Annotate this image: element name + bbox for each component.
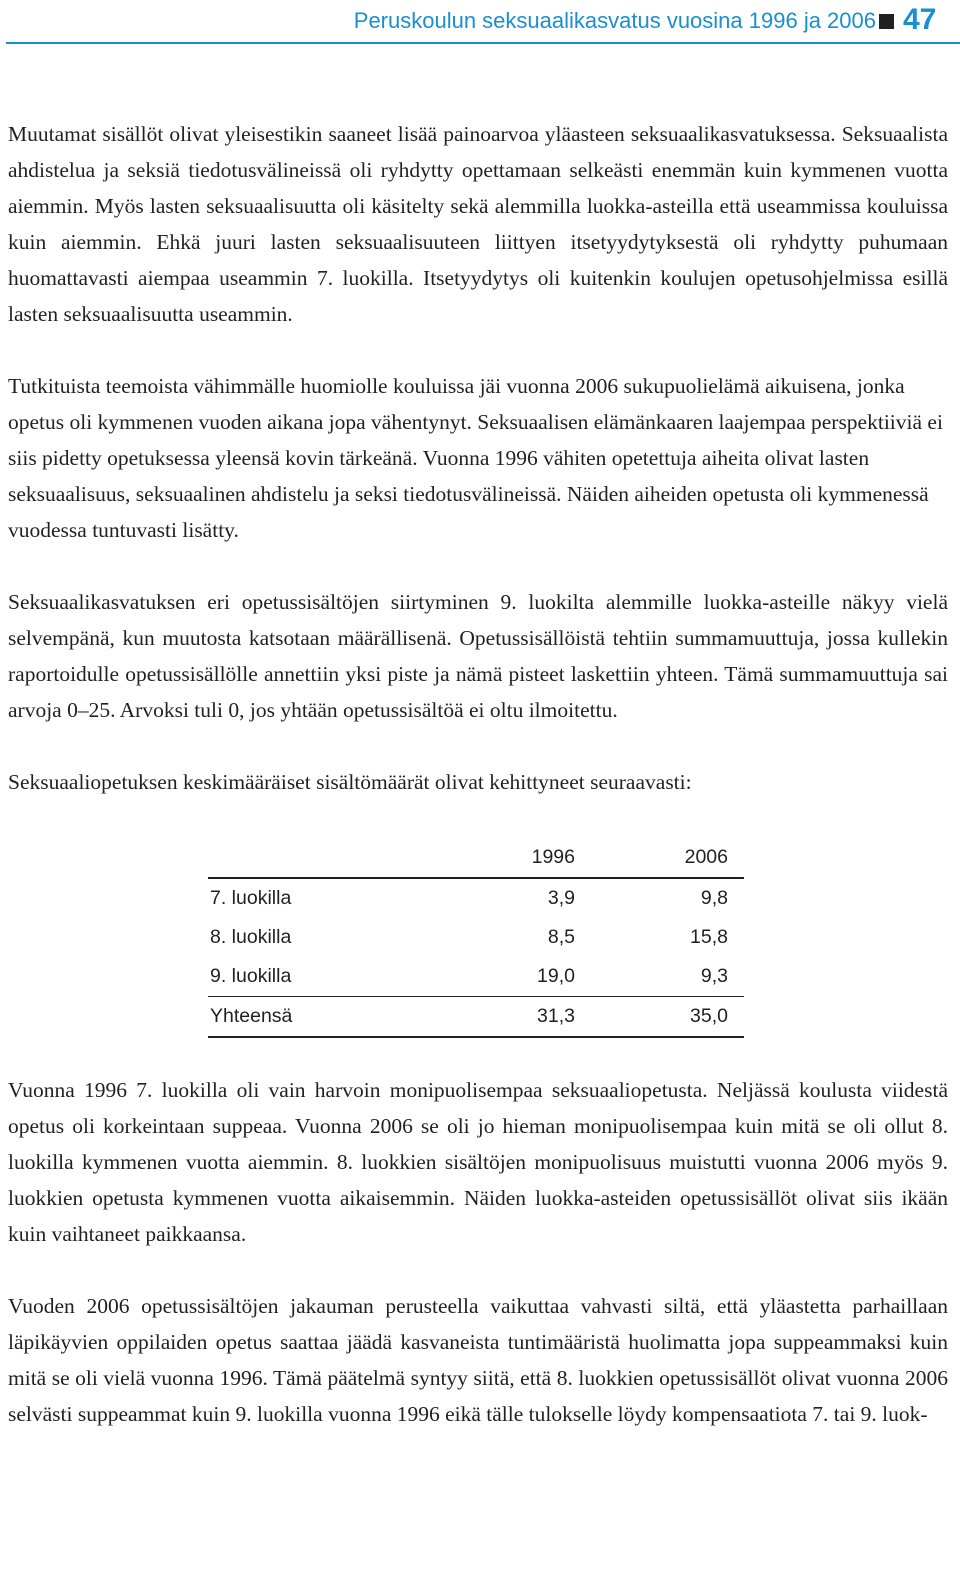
page-number: 47 bbox=[903, 3, 937, 36]
row-value-2006: 9,3 bbox=[700, 965, 728, 987]
content-count-table bbox=[208, 838, 744, 1038]
total-value-1996: 31,3 bbox=[402, 997, 575, 1038]
table-row bbox=[208, 878, 744, 918]
paragraph-4: Vuonna 1996 7. luokilla oli vain harvoin monipuolisempaa seksuaaliopetusta. Neljässä koulusta viidestä opetus oli korkeintaan suppeaa. Vuonna 2006 se oli jo hieman monipuolisempaa kuin mitä se oli ollut 8. luokilla kymmenen vuotta aiemmin. 8. luokkien sisältöjen monipuolisuus muistutti vuonna 2006 myös 9. luokkien opetusta kymmenen vuotta aikaisemmin. Näiden luokka-asteiden opetussisällöt olivat siis ikään kuin vaihtaneet paikkaansa. bbox=[8, 1078, 948, 1246]
total-label: Yhteensä bbox=[208, 997, 402, 1038]
paragraph-2: Tutkituista teemoista vähimmälle huomiolle kouluissa jäi vuonna 2006 sukupuolielämä aikuisena, jonka opetus oli kymmenen vuoden aikana jopa vähentynyt. Seksuaalisen elämänkaaren laajempaa perspektiiviä ei siis pidetty opetuksessa yleensä kovin tärkeänä. Vuonna 1996 vähiten opetettuja aiheita olivat lasten seksuaalisuus, seksuaalinen ahdistelu ja seksi tiedotusvälineissä. Näiden aiheiden opetusta oli kymmenessä vuodessa tuntuvasti lisätty. bbox=[8, 374, 943, 542]
table-intro: Seksuaaliopetuksen keskimääräiset sisältömäärät olivat kehittyneet seuraavasti: bbox=[8, 770, 692, 794]
table-header-row bbox=[208, 838, 744, 878]
row-value-1996: 8,5 bbox=[547, 926, 575, 948]
table-header-2006: 2006 bbox=[575, 838, 744, 878]
row-label: 8. luokilla bbox=[210, 926, 292, 948]
header-rule bbox=[6, 42, 960, 44]
row-value-1996: 3,9 bbox=[547, 887, 575, 909]
header-square-marker bbox=[879, 14, 894, 29]
running-title: Peruskoulun seksuaalikasvatus vuosina 1996 ja 2006 bbox=[353, 8, 876, 33]
table-row bbox=[208, 957, 744, 997]
paragraph-5: Vuoden 2006 opetussisältöjen jakauman perusteella vaikuttaa vahvasti siltä, että yläastetta parhaillaan läpikäyvien oppilaiden opetus saattaa jäädä kasvaneista tuntimääristä huolimatta jopa suppeammaksi kuin mitä se oli vielä vuonna 1996. Tämä päätelmä syntyy siitä, että 8. luokkien opetussisällöt olivat vuonna 2006 selvästi suppeammat kuin 9. luokilla vuonna 1996 eikä tälle tulokselle löydy kompensaatiota 7. tai 9. luok- bbox=[8, 1294, 948, 1426]
table-row bbox=[208, 918, 744, 957]
page-body bbox=[8, 116, 948, 1468]
row-value-2006: 15,8 bbox=[690, 926, 728, 948]
table-header-label bbox=[208, 838, 402, 878]
row-label: 7. luokilla bbox=[210, 887, 292, 909]
row-value-2006: 9,8 bbox=[700, 887, 728, 909]
total-value-2006: 35,0 bbox=[575, 997, 744, 1038]
paragraph-3: Seksuaalikasvatuksen eri opetussisältöjen siirtyminen 9. luokilta alemmille luokka-asteille näkyy vielä selvempänä, kun muutosta katsotaan määrällisenä. Opetussisällöistä tehtiin summamuuttuja, jossa kullekin raportoidulle opetussisällölle annettiin yksi piste ja nämä pisteet laskettiin yhteen. Tämä summamuuttuja sai arvoja 0–25. Arvoksi tuli 0, jos yhtään opetussisältöä ei oltu ilmoitettu. bbox=[8, 590, 948, 722]
table-header-1996: 1996 bbox=[402, 838, 575, 878]
page-header bbox=[0, 0, 960, 44]
table-total-row bbox=[208, 997, 744, 1038]
row-label: 9. luokilla bbox=[210, 965, 292, 987]
row-value-1996: 19,0 bbox=[537, 965, 575, 987]
paragraph-1: Muutamat sisällöt olivat yleisestikin saaneet lisää painoarvoa yläasteen seksuaalikasvatuksessa. Seksuaalista ahdistelua ja seksiä tiedotusvälineissä oli ryhdytty opettamaan selkeästi enemmän kuin kymmenen vuotta aiemmin. Myös lasten seksuaalisuutta oli käsitelty sekä alemmilla luokka-asteilla että useammissa kouluissa kuin aiemmin. Ehkä juuri lasten seksuaalisuuteen liittyen itsetyydytyksestä oli ryhdytty puhumaan huomattavasti aiempaa useammin 7. luokilla. Itsetyydytys oli kuitenkin koulujen opetusohjelmissa esillä lasten seksuaalisuutta useammin. bbox=[8, 122, 948, 326]
